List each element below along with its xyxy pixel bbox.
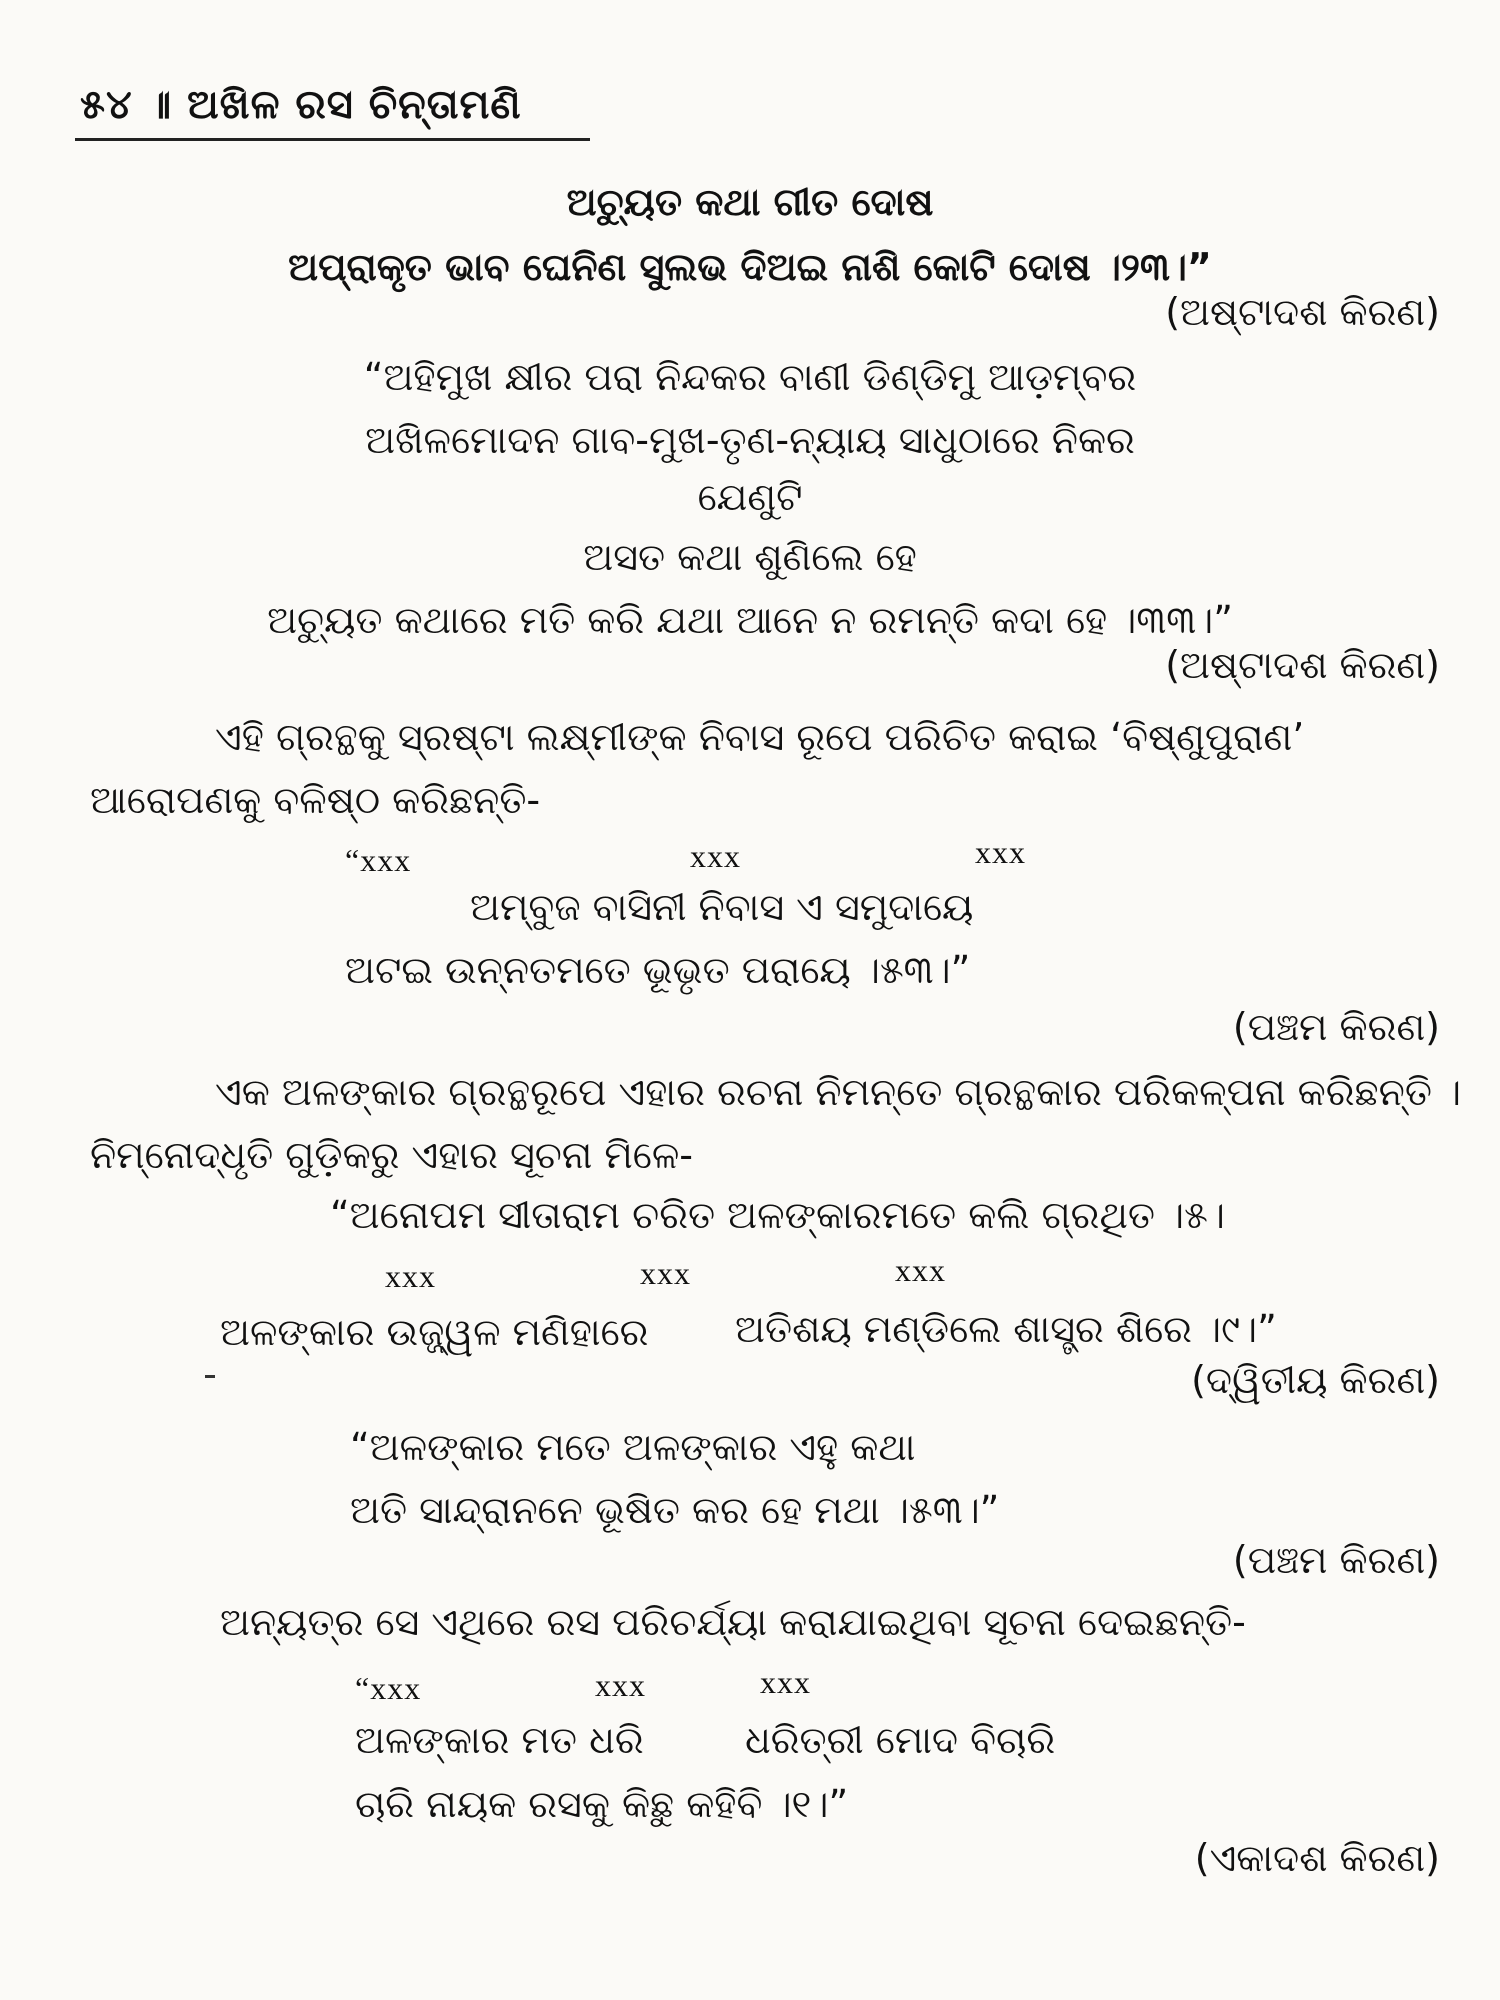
paragraph-line: ଏହି ଗ୍ରନ୍ଥକୁ ସ୍ରଷ୍ଟା ଲକ୍ଷ୍ମୀଙ୍କ ନିବାସ ରୂପେ ପରିଚିତ କରାଇ ‘ବିଷ୍ଣୁପୁରାଣ’ [215, 715, 1305, 759]
verse-line: ଅଟଇ ଉନ୍ନତମତେ ଭୂଭୃତ ପରାୟେ ।୫୩।” [345, 948, 971, 992]
verse-line: ଅମ୍ବୁଜ ବାସିନୀ ନିବାସ ଏ ସମୁଦାୟେ [470, 885, 974, 929]
verse-line: “ଅଳଙ୍କାର ମତେ ଅଳଙ୍କାର ଏହୁ କଥା [350, 1425, 916, 1469]
elision-mark: xxx [975, 834, 1026, 870]
elision-mark: xxx [385, 1258, 436, 1294]
verse-line: ଅପ୍ରାକୃତ ଭାବ ଘେନିଣ ସୁଲଭ ଦିଅଇ ନାଶି କୋଟି ଦୋଷ ।୨୩।” [288, 245, 1212, 289]
citation: (ଏକାଦଶ କିରଣ) [1194, 1836, 1440, 1880]
citation: (ପଞ୍ଚମ କିରଣ) [1232, 1005, 1440, 1049]
verse-line: ଧରିତ୍ରୀ ମୋଦ ବିଚାରି [745, 1718, 1056, 1762]
elision-mark: xxx [640, 1255, 691, 1291]
verse-line: ଅଳଙ୍କାର ମତ ଧରି [355, 1718, 644, 1762]
elision-mark: “xxx [355, 1670, 422, 1706]
elision-mark: xxx [595, 1667, 646, 1703]
verse-line: ଅତିଶୟ ମଣ୍ଡିଲେ ଶାସ୍ତ୍ର ଶିରେ ।୯।” [735, 1307, 1277, 1351]
verse-line: ଅତି ସାନ୍ଦ୍ରାନନେ ଭୂଷିତ କର ହେ ମଥା ।୫୩।” [350, 1488, 1000, 1532]
header-rule [75, 138, 590, 141]
stray-mark [205, 1375, 215, 1378]
paragraph-line: ଆରୋପଣକୁ ବଳିଷ୍ଠ କରିଛନ୍ତି- [90, 778, 541, 822]
citation: (ପଞ୍ଚମ କିରଣ) [1232, 1538, 1440, 1582]
page-header: ୫୪ ॥ ଅଖିଳ ରସ ଚିନ୍ତାମଣି [80, 82, 522, 128]
citation: (ଅଷ୍ଟାଦଶ କିରଣ) [1165, 643, 1440, 687]
paragraph-line: ଅନ୍ୟତ୍ର ସେ ଏଥିରେ ରସ ପରିଚର୍ଯ୍ୟା କରାଯାଇଥିବା ସୂଚନା ଦେଇଛନ୍ତି- [220, 1600, 1246, 1644]
elision-mark: xxx [690, 838, 741, 874]
verse-line: ଯେଣୁଟି [697, 475, 803, 519]
elision-mark: xxx [760, 1664, 811, 1700]
paragraph-line: ନିମ୍ନୋଦ୍ଧୃତି ଗୁଡ଼ିକରୁ ଏହାର ସୂଚନା ମିଳେ- [90, 1133, 693, 1177]
verse-line: ଅଚ୍ୟୁତ କଥାରେ ମତି କରି ଯଥା ଆନେ ନ ରମନ୍ତି କଦା ହେ ।୩୩।” [267, 598, 1233, 642]
verse-line: “ଅନୋପମ ସୀତାରାମ ଚରିତ ଅଳଙ୍କାରମତେ କଲି ଗ୍ରଥିତ ।୫। [330, 1193, 1225, 1237]
elision-mark: xxx [895, 1252, 946, 1288]
verse-line: ଅସତ କଥା ଶୁଣିଲେ ହେ [583, 535, 917, 579]
elision-mark: “xxx [345, 842, 412, 878]
paragraph-line: ଏକ ଅଳଙ୍କାର ଗ୍ରନ୍ଥରୂପେ ଏହାର ରଚନା ନିମନ୍ତେ ଗ୍ରନ୍ଥକାର ପରିକଳ୍ପନା କରିଛନ୍ତି । [215, 1070, 1462, 1114]
verse-line: ଅଚ୍ୟୁତ କଥା ଗୀତ ଦୋଷ [566, 180, 934, 224]
verse-line: ଅଳଙ୍କାର ଉଜ୍ଜ୍ୱଳ ମଣିହାରେ [220, 1310, 649, 1354]
verse-line: ଚାରି ନାୟକ ରସକୁ କିଛୁ କହିବି ।୧।” [355, 1782, 849, 1826]
verse-line: “ଅହିମୁଖ କ୍ଷୀର ପରା ନିନ୍ଦକର ବାଣୀ ଡିଣ୍ଡିମୁ ଆଡ଼ମ୍ବର [363, 355, 1137, 399]
citation: (ଅଷ୍ଟାଦଶ କିରଣ) [1165, 290, 1440, 334]
citation: (ଦ୍ୱିତୀୟ କିରଣ) [1191, 1358, 1440, 1402]
verse-line: ଅଖିଳମୋଦନ ଗାବ-ମୁଖ-ତୃଣ-ନ୍ୟାୟ ସାଧୁଠାରେ ନିକର [365, 418, 1135, 462]
